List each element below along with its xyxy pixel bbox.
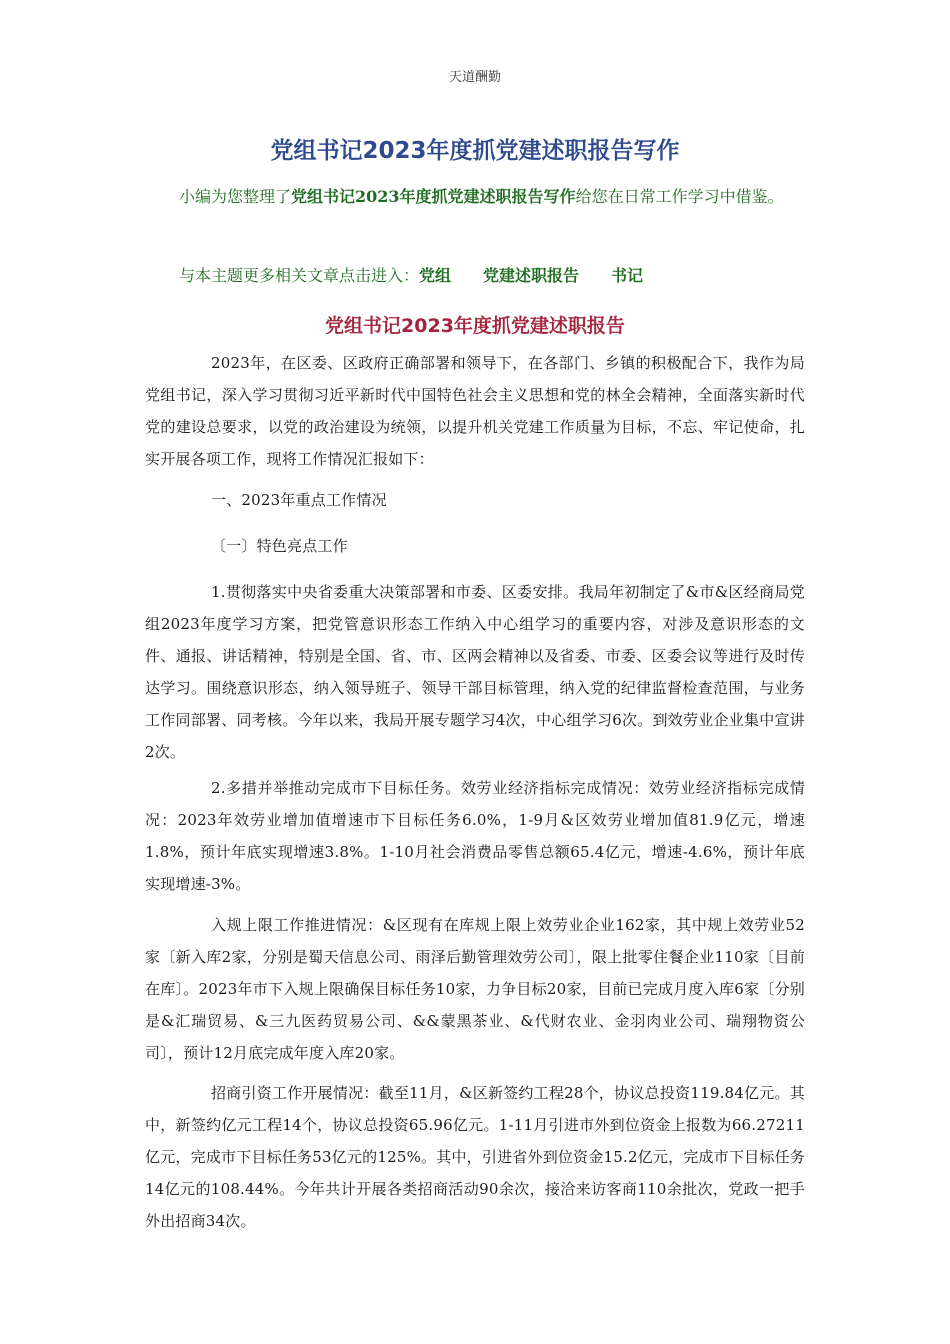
intro-prefix: 小编为您整理了 xyxy=(179,187,292,206)
paragraph-item-2: 2.多措并举推动完成市下目标任务。效劳业经济指标完成情况：效劳业经济指标完成情况：2023年效劳业增加值增速市下目标任务6.0%，1-9月&区效劳业增加值81.9亿元，增速1.8%，预计年底实现增速3.8%。1-10月社会消费品零售总额65.4亿元，增速-4.6%，预计年底实现增速-3%。 xyxy=(145,779,805,893)
intro-highlight: 党组书记2023年度抓党建述职报告写作 xyxy=(291,187,576,206)
page-title: 党组书记2023年度抓党建述职报告写作 xyxy=(270,138,680,164)
paragraph-enterprise: 入规上限工作推进情况：&区现有在库规上限上效劳业企业162家，其中规上效劳业52家〔新入库2家，分别是蜀天信息公司、雨泽后勤管理效劳公司〕，限上批零住餐企业110家〔目前在库〕。2023年市下入规上限确保目标任务10家，力争目标20家，目前已完成月度入库6家〔分别是&汇瑞贸易、&三九医药贸易公司、&&蒙黑茶业、&代财农业、金羽肉业公司、瑞翔物资公司〕，预计12月底完成年度入库20家。 xyxy=(145,916,805,1062)
intro-suffix: 给您在日常工作学习中借鉴。 xyxy=(575,187,784,206)
related-link-party-group[interactable]: 党组 xyxy=(419,266,452,285)
intro-paragraph xyxy=(145,181,805,213)
report-subtitle: 党组书记2023年度抓党建述职报告 xyxy=(325,315,625,337)
paragraph-item-1: 1.贯彻落实中央省委重大决策部署和市委、区委安排。我局年初制定了&市&区经商局党组2023年度学习方案，把党管意识形态工作纳入中心组学习的重要内容，对涉及意识形态的文件、通报、讲话精神，特别是全国、省、市、区两会精神以及省委、市委、区委会议等进行及时传达学习。围绕意识形态，纳入领导班子、领导干部目标管理，纳入党的纪律监督检查范围，与业务工作同部署、同考核。今年以来，我局开展专题学习4次，中心组学习6次。到效劳业企业集中宣讲2次。 xyxy=(145,583,805,761)
related-label: 与本主题更多相关文章点击进入： xyxy=(179,266,420,285)
subsection-heading: 〔一〕特色亮点工作 xyxy=(211,537,348,555)
section-heading: 一、2023年重点工作情况 xyxy=(211,491,387,509)
page-header: 天道酬勤 xyxy=(448,70,501,85)
related-link-secretary[interactable]: 书记 xyxy=(611,266,644,285)
paragraph-investment: 招商引资工作开展情况：截至11月，&区新签约工程28个，协议总投资119.84亿元。其中，新签约亿元工程14个，协议总投资65.96亿元。1-11月引进市外到位资金上报数为66.27211亿元，完成市下目标任务53亿元的125%。其中，引进省外到位资金15.2亿元，完成市下目标任务14亿元的108.44%。今年共计开展各类招商活动90余次，接洽来访客商110余批次，党政一把手外出招商34次。 xyxy=(145,1084,805,1230)
paragraph-intro: 2023年，在区委、区政府正确部署和领导下，在各部门、乡镇的积极配合下，我作为局党组书记，深入学习贯彻习近平新时代中国特色社会主义思想和党的林全会精神，全面落实新时代党的建设总要求，以党的政治建设为统领，以提升机关党建工作质量为目标，不忘、牢记使命，扎实开展各项工作，现将工作情况汇报如下： xyxy=(145,354,805,468)
related-link-party-report[interactable]: 党建述职报告 xyxy=(483,266,580,285)
related-links xyxy=(145,260,805,292)
